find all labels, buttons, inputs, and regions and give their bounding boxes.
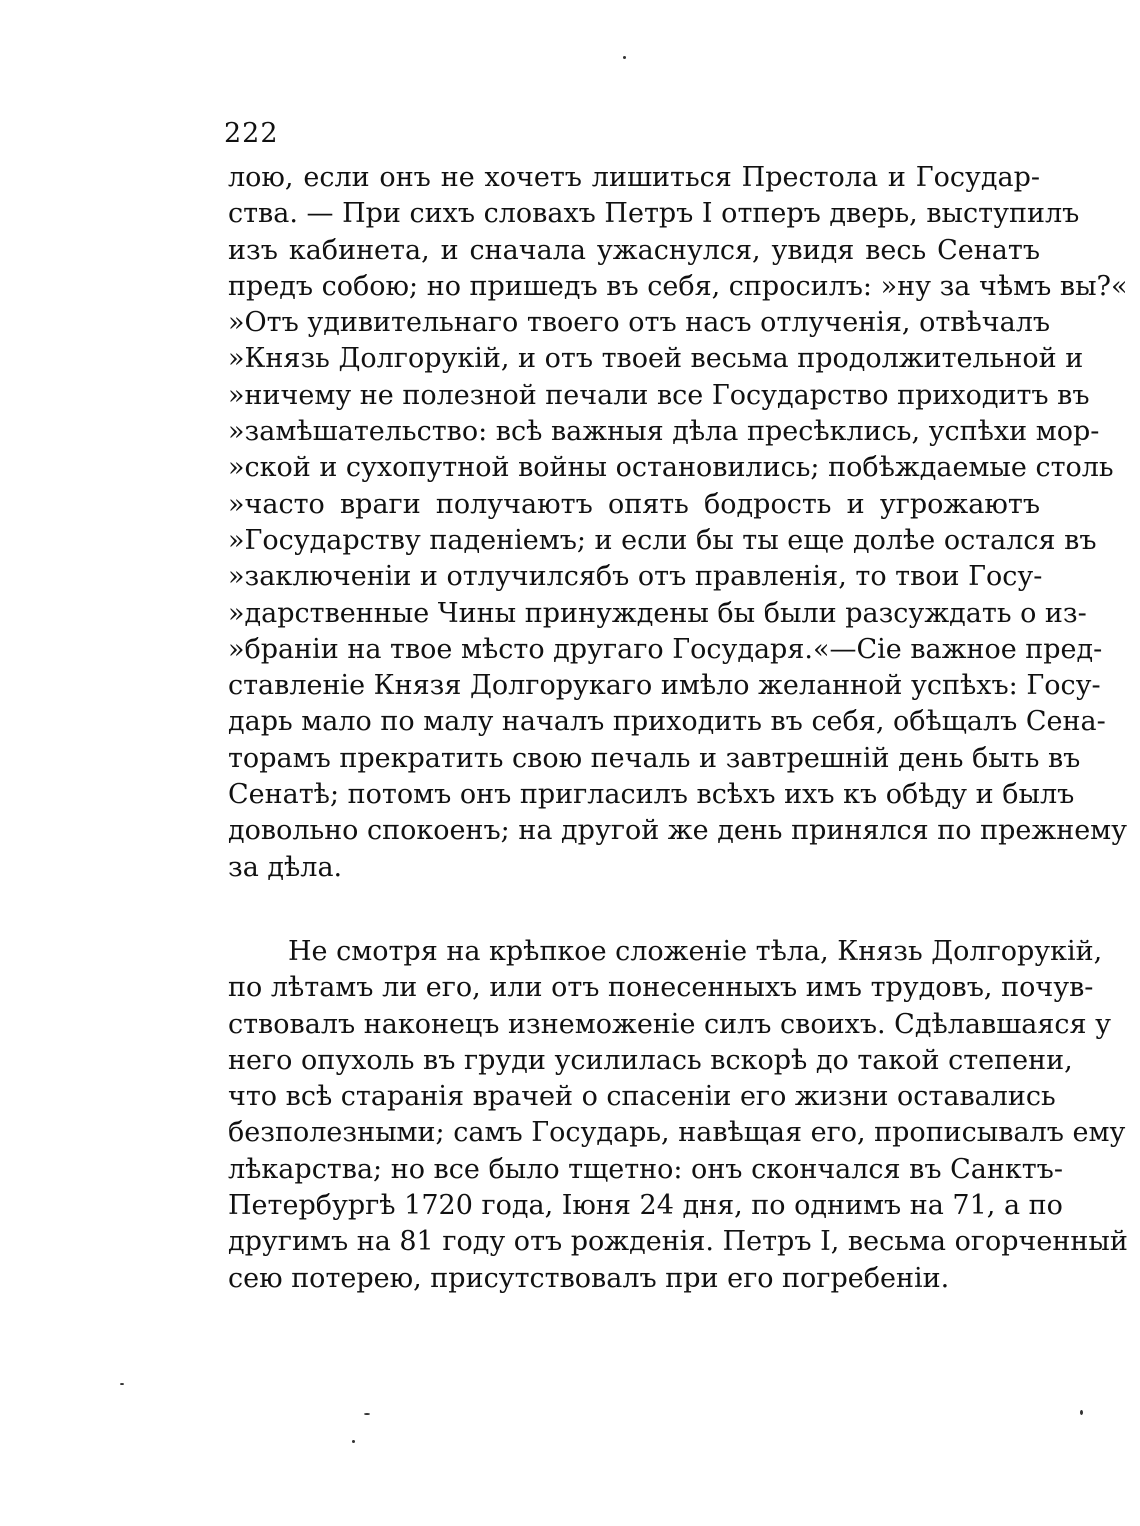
scan-speck: [623, 56, 626, 59]
text-line: ставленіе Князя Долгорукаго имѣло желанной успѣхъ: Госу-: [228, 670, 1101, 702]
text-line: сею потерею, присутствовалъ при его погребеніи.: [228, 1262, 950, 1294]
text-line: »замѣшательство: всѣ важныя дѣла пресѣклись, успѣхи мор-: [228, 416, 1100, 448]
text-line: безполезными; самъ Государь, навѣщая его, прописывалъ ему: [228, 1117, 1126, 1149]
text-line: ства. — При сихъ словахъ Петръ I отперъ дверь, выступилъ: [228, 198, 1080, 230]
text-line: что всѣ старанія врачей о спасеніи его жизни оставались: [228, 1081, 1056, 1113]
text-line: »Князь Долгорукій, и отъ твоей весьма продолжительной и: [228, 343, 1084, 375]
scan-speck: [352, 1440, 355, 1443]
text-line: ствовалъ наконецъ изнеможеніе силъ своихъ. Сдѣлавшаяся у: [228, 1008, 1112, 1040]
text-line: довольно спокоенъ; на другой же день принялся по прежнему: [228, 815, 1128, 847]
text-line: »ничему не полезной печали все Государство приходитъ въ: [228, 379, 1090, 411]
text-line: за дѣла.: [228, 851, 343, 883]
text-line: »ской и сухопутной войны остановились; побѣждаемые столь: [228, 452, 1114, 484]
text-line: дарь мало по малу началъ приходить въ себя, обѣщалъ Сена-: [228, 706, 1106, 738]
scan-speck: [120, 1383, 124, 1385]
paragraph-1: [228, 160, 1128, 886]
text-line: Сенатѣ; потомъ онъ пригласилъ всѣхъ ихъ къ обѣду и былъ: [228, 779, 1075, 811]
text-line: лѣкарства; но все было тщетно: онъ скончался въ Санктъ-: [228, 1153, 1063, 1185]
text-line: »браніи на твое мѣсто другаго Государя.«—Сіе важное пред-: [228, 633, 1103, 665]
text-line: лою, если онъ не хочетъ лишиться Престола и Государ-: [228, 162, 1040, 193]
text-line: Не смотря на крѣпкое сложеніе тѣла, Князь Долгорукій,: [288, 936, 1103, 967]
text-line: »заключеніи и отлучилсябъ отъ правленія, то твои Госу-: [228, 561, 1043, 593]
text-line: »Отъ удивительнаго твоего отъ насъ отлученія, отвѣчалъ: [228, 307, 1051, 339]
text-line: предъ собою; но пришедъ въ себя, спросилъ: »ну за чѣмъ вы?«: [228, 270, 1128, 302]
text-line: него опухоль въ груди усилилась вскорѣ до такой степени,: [228, 1044, 1073, 1076]
text-line: торамъ прекратить свою печаль и завтрешній день быть въ: [228, 742, 1081, 774]
text-line: изъ кабинета, и сначала ужаснулся, увидя весь Сенатъ: [228, 234, 1040, 266]
scan-speck: [364, 1413, 370, 1415]
text-line: »дарственные Чины принуждены бы были разсуждать о из-: [228, 597, 1087, 629]
text-line: Петербургѣ 1720 года, Іюня 24 дня, по однимъ на 71, а по: [228, 1190, 1063, 1222]
paragraph-2: [228, 934, 1128, 1297]
text-line: »часто враги получаютъ опять бодрость и угрожаютъ: [228, 488, 1040, 520]
text-line: другимъ на 81 году отъ рожденія. Петръ I, весьма огорченный: [228, 1226, 1128, 1258]
text-line: по лѣтамъ ли его, или отъ понесенныхъ имъ трудовъ, почув-: [228, 972, 1094, 1004]
page-number: 222: [224, 118, 279, 149]
text-line: »Государству паденіемъ; и если бы ты еще долѣе остался въ: [228, 524, 1097, 556]
scan-speck: [1080, 1410, 1083, 1415]
